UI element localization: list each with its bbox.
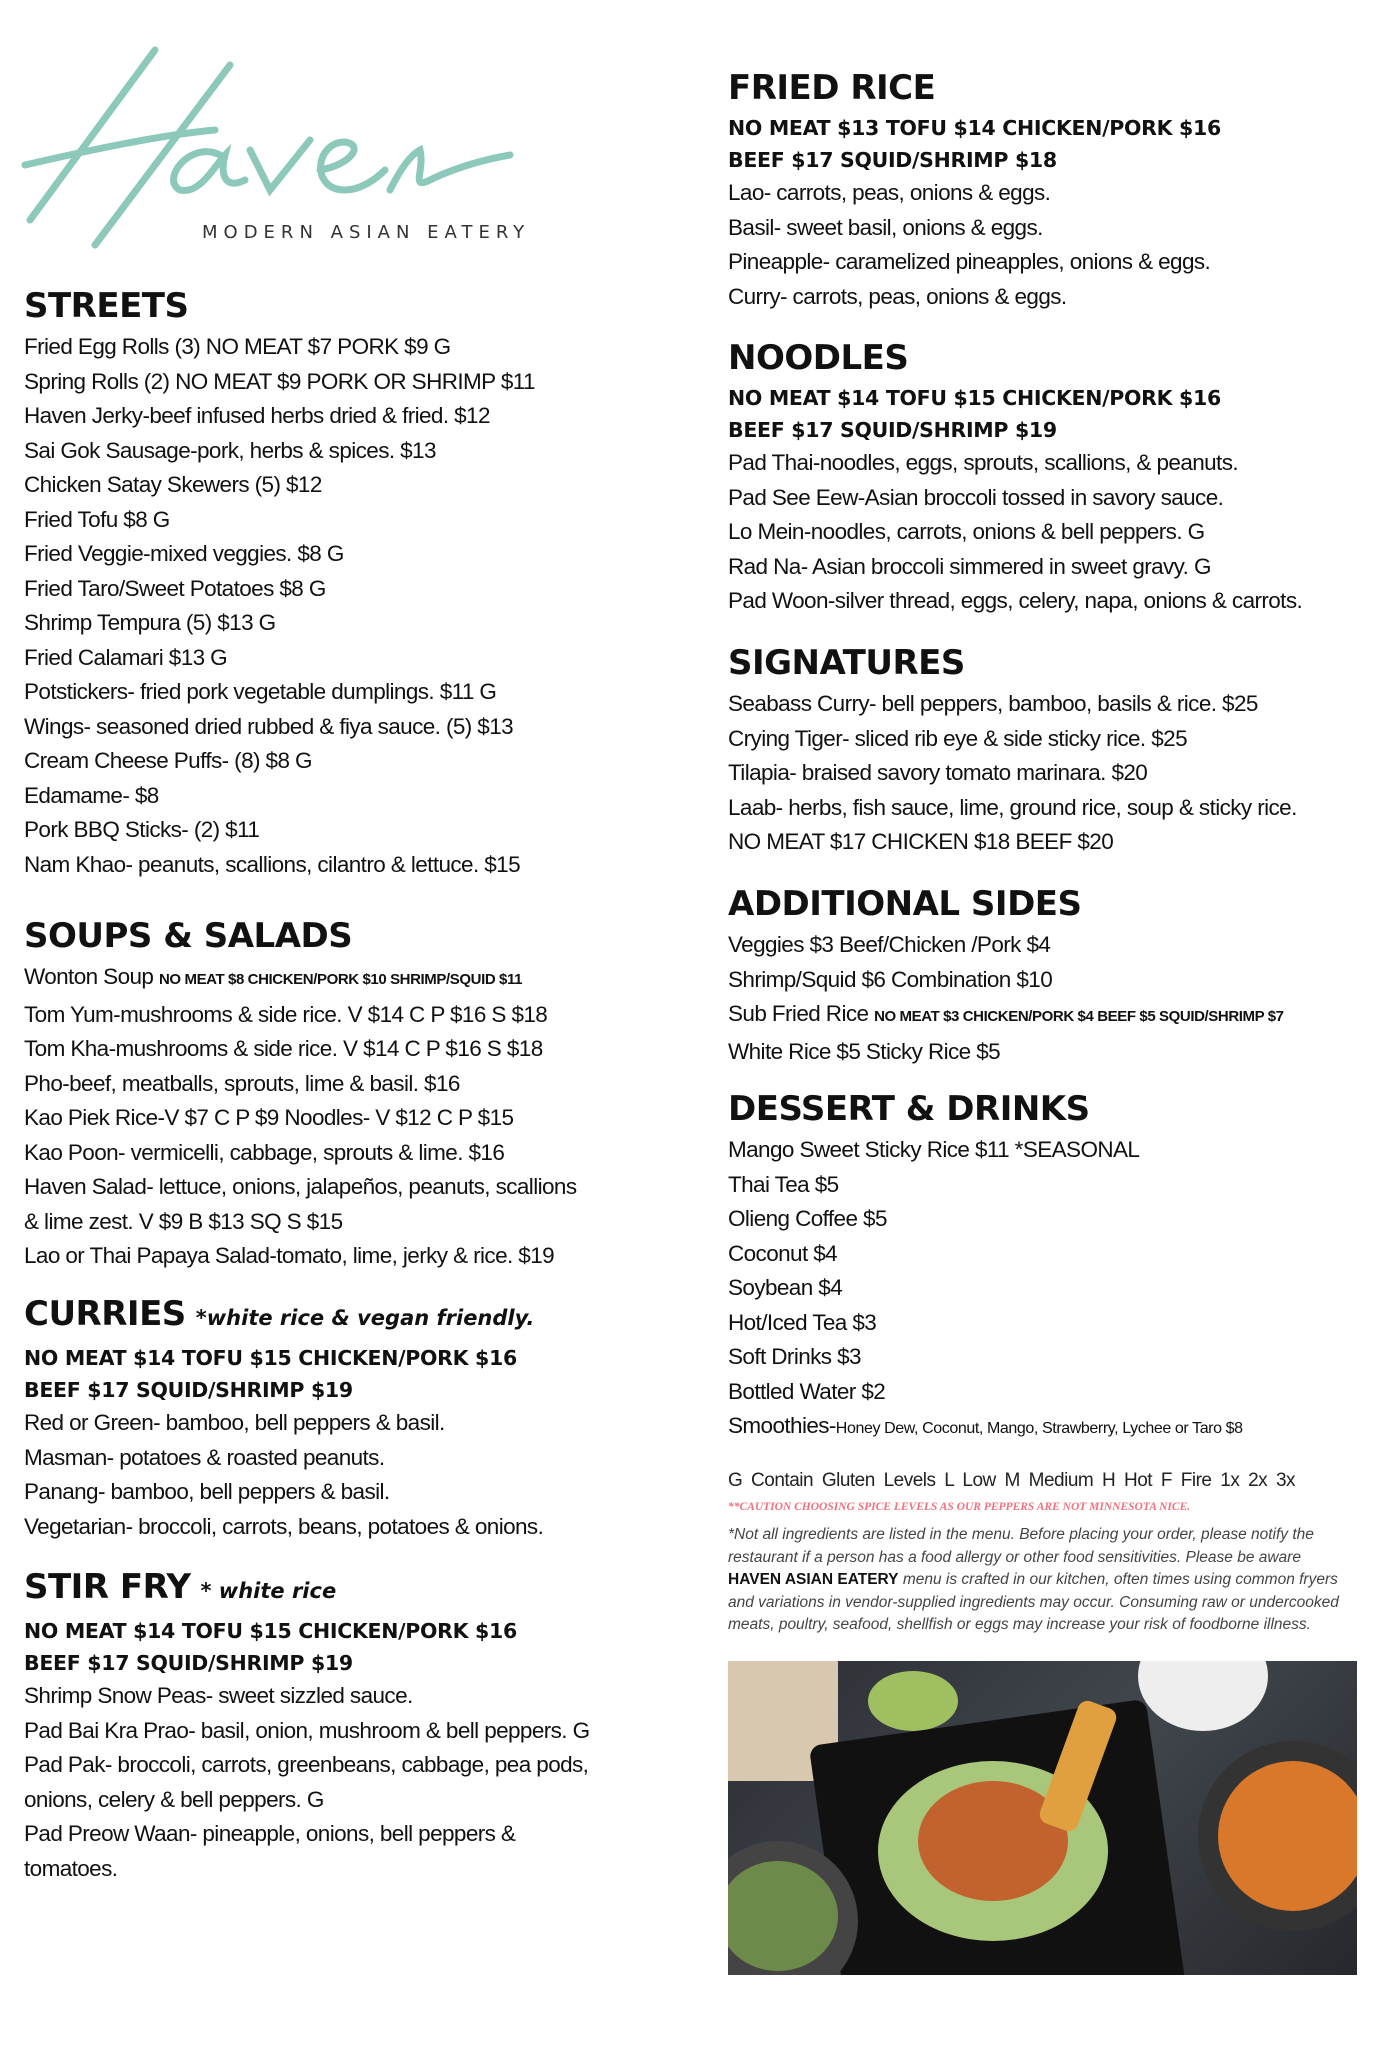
section-title <box>728 1087 1378 1131</box>
spice-caution: **CAUTION CHOOSING SPICE LEVELS AS OUR PEPPERS ARE NOT MINNESOTA NICE. <box>728 1501 1191 1513</box>
price-line: BEEF $17 SQUID/SHRIMP $19 <box>24 1651 353 1675</box>
item-prices: NO MEAT $8 CHICKEN/PORK $10 SHRIMP/SQUID $11 <box>159 971 523 988</box>
menu-item: Fried Taro/Sweet Potatoes $8 G <box>24 575 326 601</box>
menu-item: Crying Tiger- sliced rib eye & side sticky rice. $25 <box>728 725 1187 751</box>
menu-item: Pad Pak- broccoli, carrots, greenbeans, cabbage, pea pods, <box>24 1752 589 1777</box>
section-signatures <box>728 641 1378 860</box>
menu-item: Masman- potatoes & roasted peanuts. <box>24 1444 385 1470</box>
menu-item: Panang- bamboo, bell peppers & basil. <box>24 1479 390 1504</box>
spice-legend: G Contain Gluten Levels L Low M Medium H Hot F Fire 1x 2x 3x <box>728 1470 1296 1491</box>
section-title-text: ADDITIONAL SIDES <box>728 884 1082 924</box>
tagline: MODERN ASIAN EATERY <box>202 222 531 243</box>
section-title-text: DESSERT & DRINKS <box>728 1089 1090 1129</box>
menu-item: Wings- seasoned dried rubbed & fiya sauce. (5) $13 <box>24 713 514 739</box>
section-title <box>728 66 1378 110</box>
menu-item: Haven Jerky-beef infused herbs dried & fried. $12 <box>24 403 490 428</box>
food-photo <box>728 1661 1357 1975</box>
menu-item: NO MEAT $17 CHICKEN $18 BEEF $20 <box>728 829 1114 854</box>
menu-item: Lao- carrots, peas, onions & eggs. <box>728 180 1051 205</box>
menu-item: Laab- herbs, fish sauce, lime, ground rice, soup & sticky rice. <box>728 794 1297 820</box>
menu-item: Potstickers- fried pork vegetable dumplings. $11 G <box>24 679 497 704</box>
menu-item: Seabass Curry- bell peppers, bamboo, basils & rice. $25 <box>728 691 1258 716</box>
price-line: BEEF $17 SQUID/SHRIMP $19 <box>24 1378 353 1402</box>
menu-item: Shrimp/Squid $6 Combination $10 <box>728 966 1053 992</box>
menu-item: Soybean $4 <box>728 1275 843 1300</box>
menu-item: Haven Salad- lettuce, onions, jalapeños, peanuts, scallions <box>24 1174 577 1199</box>
menu-item: Cream Cheese Puffs- (8) $8 G <box>24 748 312 773</box>
menu-item: Bottled Water $2 <box>728 1378 886 1404</box>
menu-item: Rad Na- Asian broccoli simmered in sweet gravy. G <box>728 553 1211 579</box>
menu-item: Soft Drinks $3 <box>728 1344 861 1369</box>
section-title-text: STIR FRY <box>24 1567 191 1607</box>
item-detail: Honey Dew, Coconut, Mango, Strawberry, Lychee or Taro $8 <box>835 1420 1243 1437</box>
section-title <box>24 914 684 958</box>
menu-item: Hot/Iced Tea $3 <box>728 1309 877 1335</box>
section-dessert <box>728 1087 1378 1447</box>
menu-item: onions, celery & bell peppers. G <box>24 1786 324 1812</box>
section-title <box>728 336 1378 380</box>
section-streets <box>24 284 684 882</box>
menu-item: Pad Bai Kra Prao- basil, onion, mushroom & bell peppers. G <box>24 1717 590 1743</box>
menu-item: White Rice $5 Sticky Rice $5 <box>728 1038 1001 1064</box>
section-soups <box>24 914 684 1274</box>
menu-item: Fried Tofu $8 G <box>24 506 170 532</box>
menu-item: Tom Kha-mushrooms & side rice. V $14 C P $16 S $18 <box>24 1036 543 1061</box>
section-title-text: STREETS <box>24 286 189 326</box>
section-noodles <box>728 336 1378 619</box>
menu-item: Kao Poon- vermicelli, cabbage, sprouts & lime. $16 <box>24 1139 505 1165</box>
menu-item: Shrimp Tempura (5) $13 G <box>24 610 276 635</box>
menu-item: Pad See Eew-Asian broccoli tossed in savory sauce. <box>728 484 1224 510</box>
menu-item: tomatoes. <box>24 1855 118 1881</box>
menu-item: Kao Piek Rice-V $7 C P $9 Noodles- V $12 C P $15 <box>24 1105 514 1130</box>
section-title-text: CURRIES <box>24 1294 186 1334</box>
section-title <box>24 1292 684 1340</box>
section-note: * white rice <box>200 1579 337 1603</box>
item-prices: NO MEAT $3 CHICKEN/PORK $4 BEEF $5 SQUID/SHRIMP $7 <box>874 1008 1284 1025</box>
menu-item: Nam Khao- peanuts, scallions, cilantro & lettuce. $15 <box>24 851 520 877</box>
section-title <box>728 882 1378 926</box>
section-sides <box>728 882 1378 1069</box>
menu-item: Coconut $4 <box>728 1240 838 1266</box>
section-friedrice <box>728 66 1378 314</box>
menu-item: Pad Thai-noodles, eggs, sprouts, scallions, & peanuts. <box>728 450 1239 475</box>
price-line: NO MEAT $14 TOFU $15 CHICKEN/PORK $16 <box>24 1346 517 1370</box>
menu-item: Curry- carrots, peas, onions & eggs. <box>728 283 1067 309</box>
menu-item: Pad Preow Waan- pineapple, onions, bell peppers & <box>24 1821 516 1846</box>
price-line: NO MEAT $14 TOFU $15 CHICKEN/PORK $16 <box>24 1619 517 1643</box>
menu-item <box>728 1409 1378 1447</box>
menu-item: Edamame- $8 <box>24 782 159 808</box>
menu-item: Fried Calamari $13 G <box>24 644 228 670</box>
menu-item: Tilapia- braised savory tomato marinara. $20 <box>728 760 1148 785</box>
item-name: Smoothies- <box>728 1413 836 1438</box>
price-line: BEEF $17 SQUID/SHRIMP $19 <box>728 418 1057 442</box>
menu-item: Pad Woon-silver thread, eggs, celery, napa, onions & carrots. <box>728 588 1303 613</box>
menu-item: Chicken Satay Skewers (5) $12 <box>24 472 322 497</box>
menu-item: Spring Rolls (2) NO MEAT $9 PORK OR SHRIMP $11 <box>24 368 535 394</box>
menu-item: Red or Green- bamboo, bell peppers & basil. <box>24 1410 445 1435</box>
section-title <box>24 284 684 328</box>
section-title-text: FRIED RICE <box>728 68 936 108</box>
section-title <box>728 641 1378 685</box>
menu-item: Fried Egg Rolls (3) NO MEAT $7 PORK $9 G <box>24 334 451 359</box>
section-note: *white rice & vegan friendly. <box>195 1306 535 1330</box>
price-line: NO MEAT $13 TOFU $14 CHICKEN/PORK $16 <box>728 116 1221 140</box>
disclaimer-brand: HAVEN ASIAN EATERY <box>728 1571 899 1588</box>
menu-item: Fried Veggie-mixed veggies. $8 G <box>24 541 344 566</box>
price-line: BEEF $17 SQUID/SHRIMP $18 <box>728 148 1057 172</box>
section-title <box>24 1565 684 1613</box>
menu-item: Lo Mein-noodles, carrots, onions & bell peppers. G <box>728 519 1205 544</box>
menu-item: Veggies $3 Beef/Chicken /Pork $4 <box>728 932 1051 957</box>
menu-item: Basil- sweet basil, onions & eggs. <box>728 214 1043 240</box>
section-stirfry <box>24 1565 684 1886</box>
menu-item <box>728 997 1378 1035</box>
price-line: NO MEAT $14 TOFU $15 CHICKEN/PORK $16 <box>728 386 1221 410</box>
menu-item: Vegetarian- broccoli, carrots, beans, potatoes & onions. <box>24 1513 544 1539</box>
menu-item: Pork BBQ Sticks- (2) $11 <box>24 817 260 842</box>
menu-item: Lao or Thai Papaya Salad-tomato, lime, jerky & rice. $19 <box>24 1243 555 1268</box>
item-name: Wonton Soup <box>24 964 154 989</box>
menu-item: Mango Sweet Sticky Rice $11 *SEASONAL <box>728 1137 1140 1162</box>
section-title-text: NOODLES <box>728 338 909 378</box>
menu-item: & lime zest. V $9 B $13 SQ S $15 <box>24 1208 343 1234</box>
disclaimer-text: menu is crafted in our kitchen, often times using common fryers and variations in vendor-supplied ingredients may occur. Consuming raw or undercooked meats, poultry, seafood, shellfish or eggs may increase your risk of foodborne illness. <box>728 1571 1339 1633</box>
menu-item: Pho-beef, meatballs, sprouts, lime & basil. $16 <box>24 1070 460 1096</box>
menu-item: Shrimp Snow Peas- sweet sizzled sauce. <box>24 1683 413 1708</box>
allergy-disclaimer <box>728 1524 1358 1637</box>
section-title-text: SIGNATURES <box>728 643 965 683</box>
menu-item: Pineapple- caramelized pineapples, onions & eggs. <box>728 249 1211 274</box>
menu-item: Olieng Coffee $5 <box>728 1206 887 1231</box>
item-name: Sub Fried Rice <box>728 1001 869 1026</box>
menu-item: Tom Yum-mushrooms & side rice. V $14 C P $16 S $18 <box>24 1001 548 1027</box>
menu-item: Thai Tea $5 <box>728 1171 839 1197</box>
section-curries <box>24 1292 684 1544</box>
menu-item: Sai Gok Sausage-pork, herbs & spices. $13 <box>24 437 436 463</box>
menu-item <box>24 960 684 998</box>
disclaimer-text: *Not all ingredients are listed in the menu. Before placing your order, please notify the restaurant if a person has a food allergy or other food sensitivities. Please be aware <box>728 1526 1314 1566</box>
section-title-text: SOUPS & SALADS <box>24 916 353 956</box>
